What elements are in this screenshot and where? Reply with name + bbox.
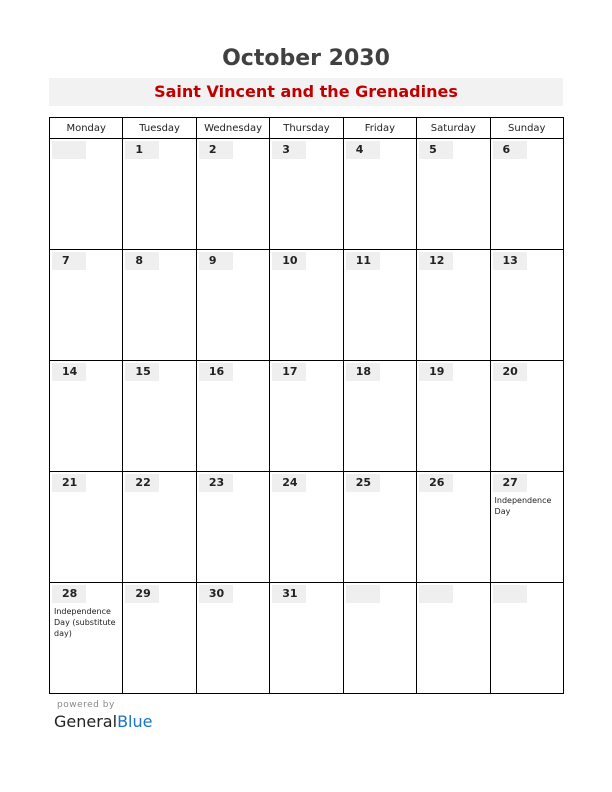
- brand-blue: Blue: [117, 712, 153, 731]
- page-title: October 2030: [222, 46, 390, 71]
- day-number: 24: [272, 474, 306, 492]
- day-number: 4: [346, 141, 380, 159]
- day-number: 13: [493, 252, 527, 270]
- day-cell: [343, 583, 416, 694]
- day-cell: [417, 583, 490, 694]
- day-cell: [270, 583, 343, 694]
- day-cell: [270, 472, 343, 583]
- powered-by-label: powered by: [57, 700, 115, 710]
- brand-general: General: [54, 712, 118, 731]
- day-number: 2: [199, 141, 233, 159]
- day-number: 3: [272, 141, 306, 159]
- weekday-saturday: Saturday: [417, 118, 490, 139]
- day-cell: [50, 250, 123, 361]
- day-number: 28: [52, 585, 86, 603]
- day-number: 14: [52, 363, 86, 381]
- day-cell: [270, 139, 343, 250]
- day-number: 11: [346, 252, 380, 270]
- brand-logo[interactable]: [54, 712, 152, 731]
- day-cell: [417, 250, 490, 361]
- day-cell: [343, 139, 416, 250]
- day-number: 8: [125, 252, 159, 270]
- day-number: 23: [199, 474, 233, 492]
- day-number: [493, 585, 527, 603]
- day-number: 10: [272, 252, 306, 270]
- day-cell: [343, 472, 416, 583]
- day-number: 27: [493, 474, 527, 492]
- day-cell: [196, 583, 269, 694]
- day-cell: [196, 250, 269, 361]
- day-number: 20: [493, 363, 527, 381]
- day-cell: [490, 139, 563, 250]
- day-number: 29: [125, 585, 159, 603]
- day-number: 22: [125, 474, 159, 492]
- day-number: 31: [272, 585, 306, 603]
- day-number: 21: [52, 474, 86, 492]
- day-cell: [343, 361, 416, 472]
- day-number: 25: [346, 474, 380, 492]
- day-cell: [417, 472, 490, 583]
- weekday-monday: Monday: [50, 118, 123, 139]
- day-cell: [50, 361, 123, 472]
- week-row: [50, 472, 564, 583]
- day-number: 5: [419, 141, 453, 159]
- day-number: [419, 585, 453, 603]
- day-cell: [123, 472, 196, 583]
- day-cell: [490, 472, 563, 583]
- day-number: 30: [199, 585, 233, 603]
- day-number: 15: [125, 363, 159, 381]
- day-number: [52, 141, 86, 159]
- day-number: 1: [125, 141, 159, 159]
- day-cell: [490, 250, 563, 361]
- day-number: 26: [419, 474, 453, 492]
- weekday-sunday: Sunday: [490, 118, 563, 139]
- weekday-tuesday: Tuesday: [123, 118, 196, 139]
- calendar-body: [50, 139, 564, 694]
- day-number: 19: [419, 363, 453, 381]
- weekday-thursday: Thursday: [270, 118, 343, 139]
- day-cell: [50, 472, 123, 583]
- weekday-header-row: [50, 118, 564, 139]
- day-cell: [123, 139, 196, 250]
- calendar-grid: [49, 117, 564, 694]
- day-number: 18: [346, 363, 380, 381]
- holiday-event: Independence Day (substitute day): [54, 607, 116, 638]
- day-cell: [417, 361, 490, 472]
- day-cell: [490, 583, 563, 694]
- day-cell: [123, 361, 196, 472]
- day-number: 17: [272, 363, 306, 381]
- day-number: [346, 585, 380, 603]
- day-cell: [490, 361, 563, 472]
- day-cell: [196, 361, 269, 472]
- day-cell: [417, 139, 490, 250]
- week-row: [50, 250, 564, 361]
- day-cell: [123, 583, 196, 694]
- week-row: [50, 583, 564, 694]
- day-number: 7: [52, 252, 86, 270]
- day-cell: [270, 361, 343, 472]
- day-cell: [196, 472, 269, 583]
- day-number: 9: [199, 252, 233, 270]
- week-row: [50, 361, 564, 472]
- week-row: [50, 139, 564, 250]
- country-name: Saint Vincent and the Grenadines: [154, 82, 458, 101]
- day-cell: [196, 139, 269, 250]
- day-cell: [123, 250, 196, 361]
- day-cell: [270, 250, 343, 361]
- country-banner: [49, 78, 563, 106]
- weekday-friday: Friday: [343, 118, 416, 139]
- day-number: 6: [493, 141, 527, 159]
- day-cell: [50, 583, 123, 694]
- day-cell: [50, 139, 123, 250]
- day-number: 12: [419, 252, 453, 270]
- day-number: 16: [199, 363, 233, 381]
- holiday-event: Independence Day: [494, 496, 552, 516]
- weekday-wednesday: Wednesday: [196, 118, 269, 139]
- day-cell: [343, 250, 416, 361]
